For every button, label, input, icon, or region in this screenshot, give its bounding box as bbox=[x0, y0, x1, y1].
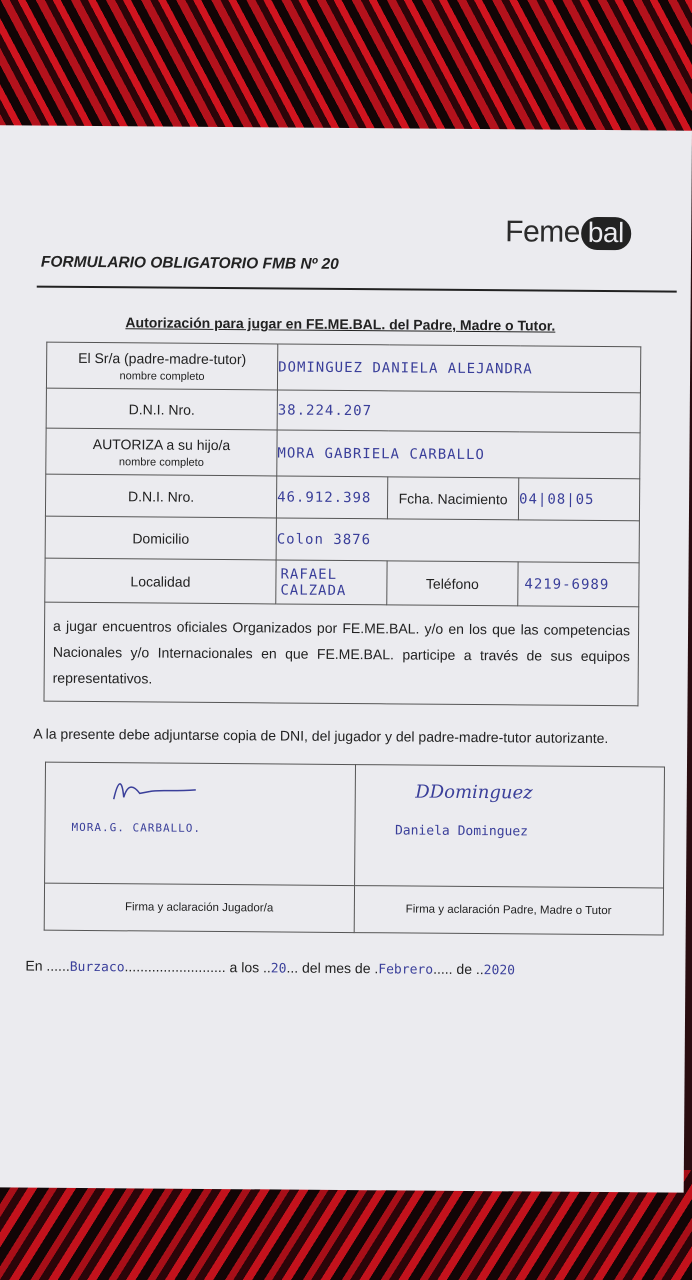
month-field[interactable]: Febrero bbox=[378, 962, 434, 978]
femebal-logo: Feme bal bbox=[505, 215, 631, 250]
birth-date-label: Fcha. Nacimiento bbox=[387, 477, 518, 520]
parent-signature-box[interactable] bbox=[354, 765, 664, 888]
signature-table bbox=[44, 762, 665, 936]
place-field[interactable]: Burzaco bbox=[69, 959, 125, 976]
domicilio-field[interactable]: Colon 3876 bbox=[276, 518, 639, 563]
localidad-label: Localidad bbox=[45, 558, 276, 604]
form-subtitle: Autorización para jugar en FE.ME.BAL. del Padre, Madre o Tutor. bbox=[125, 314, 556, 334]
place-date-line: En ......Burzaco.......................... a los ..20... del mes de .Febrero..... de ..2020 bbox=[25, 957, 516, 979]
footer-de-label: de bbox=[456, 960, 473, 978]
child-dni-label: D.N.I. Nro. bbox=[45, 474, 276, 518]
authorize-label: AUTORIZA a su hijo/a bbox=[92, 435, 231, 453]
player-signature-scribble bbox=[110, 773, 200, 804]
form-title: FORMULARIO OBLIGATORIO FMB Nº 20 bbox=[40, 253, 339, 273]
child-dni-field[interactable]: 46.912.398 bbox=[276, 476, 387, 519]
child-name-field[interactable]: MORA GABRIELA CARBALLO bbox=[277, 430, 640, 479]
telefono-label: Teléfono bbox=[387, 561, 518, 606]
parent-sub-label: nombre completo bbox=[119, 369, 205, 383]
year-field[interactable]: 2020 bbox=[483, 963, 516, 979]
domicilio-label: Domicilio bbox=[45, 516, 276, 560]
parent-signature-caption: Firma y aclaración Padre, Madre o Tutor bbox=[354, 886, 664, 935]
footer-a-los-label: a los bbox=[229, 959, 260, 976]
localidad-field[interactable]: RAFAEL CALZADA bbox=[276, 560, 387, 605]
birth-date-field[interactable]: 04|08|05 bbox=[518, 478, 639, 521]
parent-dni-field[interactable]: 38.224.207 bbox=[277, 390, 640, 433]
authorization-table bbox=[43, 342, 641, 707]
child-label-cell bbox=[46, 428, 277, 476]
parent-name-field[interactable]: DOMINGUEZ DANIELA ALEJANDRA bbox=[277, 344, 640, 393]
form-paper bbox=[0, 125, 692, 1192]
player-signature-box[interactable] bbox=[45, 762, 355, 885]
child-sub-label: nombre completo bbox=[118, 455, 204, 469]
parent-label-cell bbox=[46, 342, 277, 390]
authorization-paragraph: a jugar encuentros oficiales Organizados por FE.ME.BAL. y/o en los que las competencias Nacionales y/o Internacionales en que FE.ME.BAL. participe a través de sus equipos representativos. bbox=[44, 602, 639, 706]
parent-dni-label: D.N.I. Nro. bbox=[46, 388, 277, 430]
day-field[interactable]: 20 bbox=[270, 961, 287, 977]
attachment-note: A la presente debe adjuntarse copia de DNI, del jugador y del padre-madre-tutor autorizante. bbox=[33, 725, 609, 747]
player-signature-caption: Firma y aclaración Jugador/a bbox=[44, 883, 354, 932]
player-name-clarification: MORA.G. CARBALLO. bbox=[71, 820, 202, 835]
footer-del-mes-label: del mes de bbox=[301, 959, 371, 977]
parent-label: El Sr/a (padre-madre-tutor) bbox=[78, 349, 247, 367]
telefono-field[interactable]: 4219-6989 bbox=[518, 562, 639, 607]
footer-en-label: En bbox=[25, 957, 43, 974]
title-rule bbox=[37, 286, 677, 293]
parent-name-clarification: Daniela Dominguez bbox=[394, 823, 529, 840]
parent-signature: DDominguez bbox=[415, 781, 533, 804]
